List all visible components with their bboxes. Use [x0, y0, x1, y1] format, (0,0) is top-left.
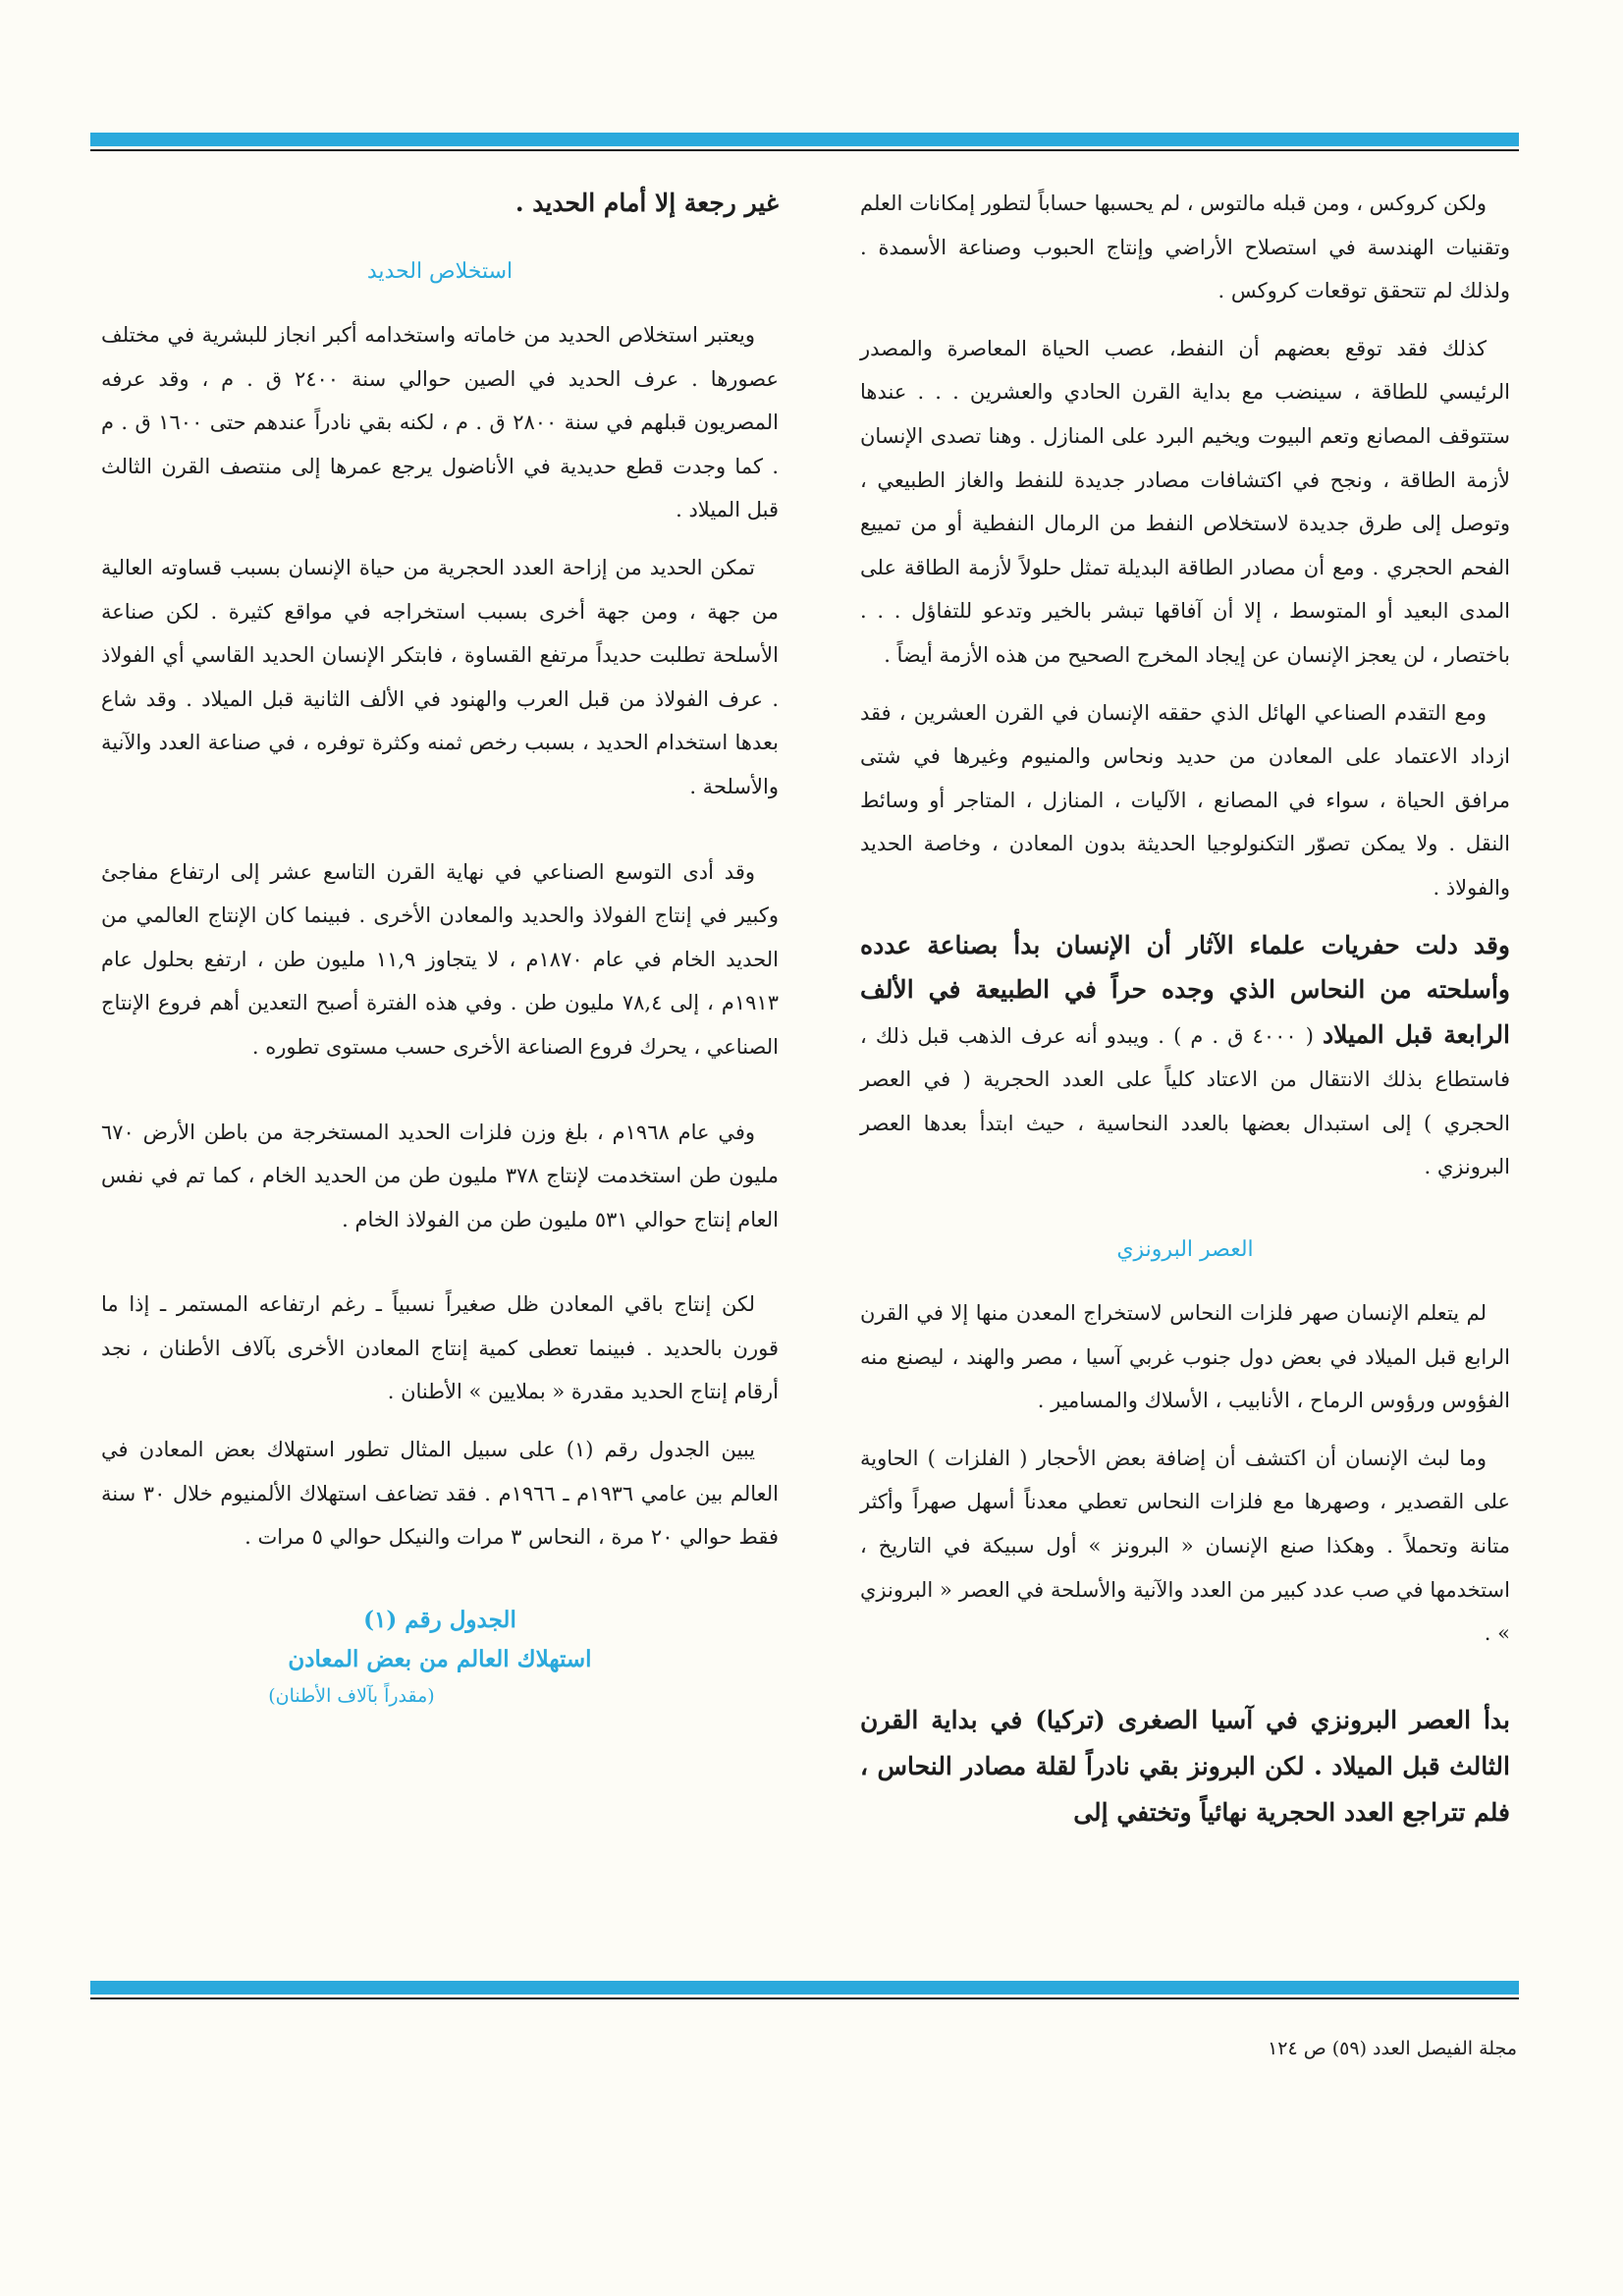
left-column [101, 182, 779, 1713]
paragraph: لم يتعلم الإنسان صهر فلزات النحاس لاستخراج المعدن منها إلا في القرن الرابع قبل الميلاد في بعض دول جنوب غربي آسيا ، مصر والهند ، ليصنع منه الفؤوس ورؤوس الرماح ، الأنابيب ، الأسلاك والمسامير . [860, 1301, 1510, 1413]
paragraph: وفي عام ١٩٦٨م ، بلغ وزن فلزات الحديد المستخرجة من باطن الأرض ٦٧٠ مليون طن استخدمت لإنتاج ٣٧٨ مليون طن من الحديد الخام ، كما تم في نفس العام إنتاج حوالي ٥٣١ مليون طن من الفولاذ الخام . [101, 1120, 780, 1231]
paragraph: وما لبث الإنسان أن اكتشف أن إضافة بعض الأحجار ( الفلزات ) الحاوية على القصدير ، وصهرها مع فلزات النحاس تعطي معدناً أسهل صهراً وأكثر متانة وتحملاً . وهكذا صنع الإنسان « البرونز » أول سبيكة في التاريخ ، استخدمها في صب عدد كبير من العدد والآنية والأسلحة في العصر « البرونزي » . [860, 1446, 1510, 1646]
paragraph: ولكن كروكس ، ومن قبله مالتوس ، لم يحسبها حساباً لتطور إمكانات العلم وتقنيات الهندسة في استصلاح الأراضي وإنتاج الحبوب وصناعة الأسمدة . ولذلك لم تتحقق توقعات كروكس . [860, 191, 1510, 303]
paragraph: تمكن الحديد من إزاحة العدد الحجرية من حياة الإنسان بسبب قساوته العالية من جهة ، ومن جهة أخرى بسبب استخراجه في مواقع كثيرة . لكن صناعة الأسلحة تطلبت حديداً مرتفع القساوة ، فابتكر الإنسان الحديد القاسي أي الفولاذ . عرف الفولاذ من قبل العرب والهنود في الألف الثانية قبل الميلاد . وقد شاع بعدها استخدام الحديد ، بسبب رخص ثمنه وكثرة توفره ، في صناعة العدد والآنية والأسلحة . [101, 555, 779, 798]
table-title: استهلاك العالم من بعض المعادن [288, 1645, 592, 1672]
section-title-iron: استخلاص الحديد [366, 259, 514, 284]
paragraph-bold: بدأ العصر البرونزي في آسيا الصغرى (تركيا) في بداية القرن الثالث قبل الميلاد . لكن البرونز بقي نادراً لقلة مصادر النحاس ، فلم تتراجع العدد الحجرية نهائياً وتختفي إلى [860, 1705, 1510, 1827]
paragraph [860, 924, 1510, 1190]
paragraph-bold-lead: وقد دلت حفريات علماء الآثار أن الإنسان بدأ بصناعة عدده وأسلحته من النحاس الذي وجده حراً في الطبيعة في الألف الرابعة قبل الميلاد [860, 930, 1511, 1049]
table-unit-note: (مقدراً بآلاف الأطنان) [268, 1684, 435, 1707]
bottom-rule [90, 1981, 1519, 1995]
section-title-bronze: العصر البرونزي [1116, 1237, 1254, 1263]
right-column [860, 182, 1510, 1849]
page-footer: مجلة الفيصل العدد (٥٩) ص ١٢٤ [1268, 2038, 1517, 2059]
paragraph: ومع التقدم الصناعي الهائل الذي حققه الإنسان في القرن العشرين ، فقد ازداد الاعتماد على المعادن من حديد ونحاس والمنيوم وغيرها في شتى مرافق الحياة ، سواء في المصانع ، الآليات ، المنازل ، المتاجر أو وسائط النقل . ولا يمكن تصوّر التكنولوجيا الحديثة بدون المعادن ، وخاصة الحديد والفولاذ . [860, 700, 1510, 900]
table-label: الجدول رقم (١) [363, 1606, 516, 1633]
paragraph-rest: ( ٤٠٠٠ ق . م ) . ويبدو أنه عرف الذهب قبل ذلك ، فاستطاع بذلك الانتقال من الاعتاد كلياً على العدد الحجرية ( في العصر الحجري ) إلى استبدال بعضها بالعدد النحاسية ، حيث ابتدأ بعدها العصر البرونزي . [860, 1023, 1510, 1179]
continued-line: غير رجعة إلا أمام الحديد . [514, 189, 779, 217]
paragraph: ويعتبر استخلاص الحديد من خاماته واستخدامه أكبر انجاز للبشرية في مختلف عصورها . عرف الحديد في الصين حوالي سنة ٢٤٠٠ ق . م ، وقد عرفه المصريون قبلهم في سنة ٢٨٠٠ ق . م ، لكنه بقي نادراً عندهم حتى ١٦٠٠ ق . م . كما وجدت قطع حديدية في الأناضول يرجع عمرها إلى منتصف القرن الثالث قبل الميلاد . [101, 323, 779, 522]
paragraph: يبين الجدول رقم (١) على سبيل المثال تطور استهلاك بعض المعادن في العالم بين عامي ١٩٣٦م ـ ١٩٦٦م . فقد تضاعف استهلاك الألمنيوم خلال ٣٠ سنة فقط حوالي ٢٠ مرة ، النحاس ٣ مرات والنيكل حوالي ٥ مرات . [101, 1438, 779, 1550]
paragraph: وقد أدى التوسع الصناعي في نهاية القرن التاسع عشر إلى ارتفاع مفاجئ وكبير في إنتاج الفولاذ والحديد والمعادن الأخرى . فبينما كان الإنتاج العالمي من الحديد الخام في عام ١٨٧٠م ، لا يتجاوز ١١,٩ مليون طن ، ارتفع بحلول عام ١٩١٣م ، إلى ٧٨,٤ مليون طن . وفي هذه الفترة أصبح التعدين أهم فروع الإنتاج الصناعي ، يحرك فروع الصناعة الأخرى حسب مستوى تطوره . [101, 859, 779, 1059]
top-rule [90, 133, 1519, 146]
paragraph: كذلك فقد توقع بعضهم أن النفط، عصب الحياة المعاصرة والمصدر الرئيسي للطاقة ، سينضب مع بداية القرن الحادي والعشرين . . . عندها ستتوقف المصانع وتعم البيوت ويخيم البرد على المنازل . وهنا تصدى الإنسان لأزمة الطاقة ، ونجح في اكتشافات مصادر جديدة للنفط والغاز الطبيعي ، وتوصل إلى طرق جديدة لاستخلاص النفط من الرمال النفطية أو من تمييع الفحم الحجري . ومع أن مصادر الطاقة البديلة تمثل حلولاً لأزمة الطاقة على المدى البعيد أو المتوسط ، إلا أن آفاقها تبشر بالخير وتدعو للتفاؤل . . . باختصار ، لن يعجز الإنسان عن إيجاد المخرج الصحيح من هذه الأزمة أيضاً . [860, 336, 1510, 667]
paragraph: لكن إنتاج باقي المعادن ظل صغيراً نسبياً ـ رغم ارتفاعه المستمر ـ إذا ما قورن بالحديد . فبينما تعطى كمية إنتاج المعادن الأخرى بآلاف الأطنان ، نجد أرقام إنتاج الحديد مقدرة « بملايين » الأطنان . [101, 1292, 779, 1404]
top-rule-line [90, 149, 1519, 151]
bottom-rule-line [90, 1997, 1519, 1999]
